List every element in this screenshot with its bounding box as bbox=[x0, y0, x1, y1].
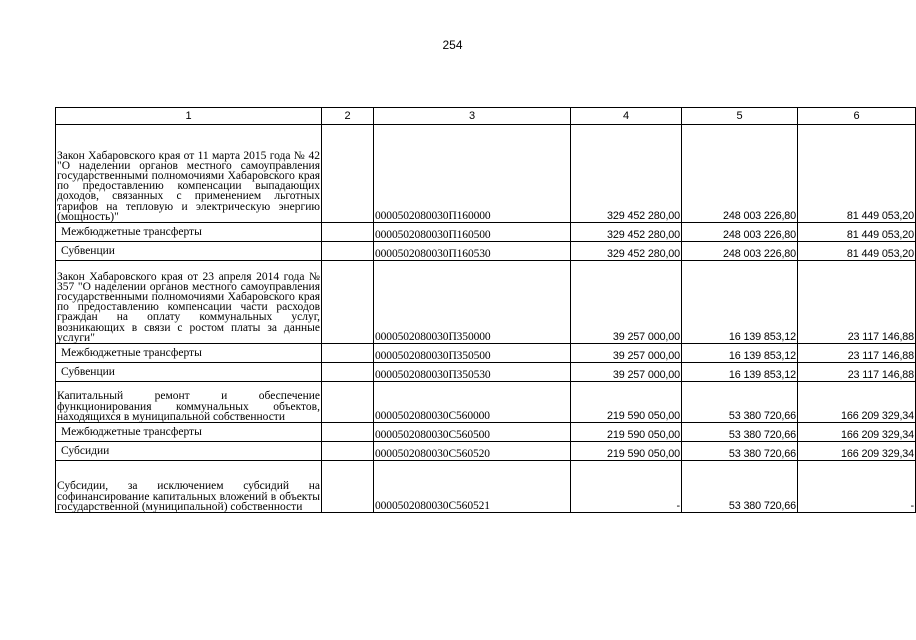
row-col2 bbox=[322, 242, 374, 261]
row-value-col4: 219 590 050,00 bbox=[571, 423, 682, 442]
row-value-col5: 53 380 720,66 bbox=[682, 442, 798, 461]
table-row bbox=[56, 363, 916, 382]
row-value-col6: 81 449 053,20 bbox=[798, 125, 916, 223]
row-value-col5: 248 003 226,80 bbox=[682, 242, 798, 261]
row-value-col5: 53 380 720,66 bbox=[682, 461, 798, 513]
row-value-col6: 166 209 329,34 bbox=[798, 423, 916, 442]
row-col2 bbox=[322, 344, 374, 363]
row-value-col5: 16 139 853,12 bbox=[682, 344, 798, 363]
row-value-col4: 329 452 280,00 bbox=[571, 125, 682, 223]
row-description: Субсидии bbox=[56, 442, 322, 461]
table-row bbox=[56, 242, 916, 261]
row-description: Капитальный ремонт и обеспечение функционирования коммунальных объектов, находящихся в муниципальной собственности bbox=[56, 382, 322, 423]
row-value-col4: 219 590 050,00 bbox=[571, 382, 682, 423]
row-value-col5: 53 380 720,66 bbox=[682, 382, 798, 423]
row-description: Межбюджетные трансферты bbox=[56, 223, 322, 242]
row-description: Межбюджетные трансферты bbox=[56, 423, 322, 442]
row-value-col6: 23 117 146,88 bbox=[798, 261, 916, 344]
row-description: Закон Хабаровского края от 11 марта 2015 года № 42 "О наделении органов местного самоуправления государственными полномочиями Хабаровского края по предоставлению компенсации выпадающих доходов, связанных с применением льготных тарифов на тепловую и электрическую энергию (мощность)" bbox=[56, 125, 322, 223]
row-value-col5: 53 380 720,66 bbox=[682, 423, 798, 442]
row-code: 0000502080030П350000 bbox=[374, 261, 571, 344]
column-header: 1 bbox=[56, 108, 322, 125]
row-value-col5: 16 139 853,12 bbox=[682, 363, 798, 382]
row-code: 0000502080030С560000 bbox=[374, 382, 571, 423]
table-row bbox=[56, 423, 916, 442]
row-description: Субсидии, за исключением субсидий на софинансирование капитальных вложений в объекты государственной (муниципальной) собственности bbox=[56, 461, 322, 513]
column-header: 4 bbox=[571, 108, 682, 125]
row-value-col5: 248 003 226,80 bbox=[682, 223, 798, 242]
row-code: 0000502080030П160530 bbox=[374, 242, 571, 261]
table-row bbox=[56, 261, 916, 344]
row-value-col6: 23 117 146,88 bbox=[798, 363, 916, 382]
row-code: 0000502080030П350530 bbox=[374, 363, 571, 382]
column-header: 5 bbox=[682, 108, 798, 125]
row-code: 0000502080030С560500 bbox=[374, 423, 571, 442]
budget-table bbox=[55, 107, 916, 513]
row-value-col6: 166 209 329,34 bbox=[798, 442, 916, 461]
row-description: Закон Хабаровского края от 23 апреля 2014 года № 357 "О наделении органов местного самоуправления государственными полномочиями Хабаровского края по предоставлению компенсации части расходов граждан на оплату коммунальных услуг, возникающих в связи с ростом платы за данные услуги" bbox=[56, 261, 322, 344]
row-value-col4: 329 452 280,00 bbox=[571, 223, 682, 242]
row-value-col4: 329 452 280,00 bbox=[571, 242, 682, 261]
row-value-col6: 81 449 053,20 bbox=[798, 223, 916, 242]
row-description: Субвенции bbox=[56, 242, 322, 261]
column-header: 3 bbox=[374, 108, 571, 125]
row-code: 0000502080030С560520 bbox=[374, 442, 571, 461]
row-value-col6: 166 209 329,34 bbox=[798, 382, 916, 423]
row-col2 bbox=[322, 423, 374, 442]
table-header-row bbox=[56, 108, 916, 125]
row-value-col5: 248 003 226,80 bbox=[682, 125, 798, 223]
table-row bbox=[56, 223, 916, 242]
row-code: 0000502080030П350500 bbox=[374, 344, 571, 363]
row-value-col4: 39 257 000,00 bbox=[571, 344, 682, 363]
row-col2 bbox=[322, 261, 374, 344]
row-col2 bbox=[322, 461, 374, 513]
row-col2 bbox=[322, 363, 374, 382]
row-description: Межбюджетные трансферты bbox=[56, 344, 322, 363]
row-value-col5: 16 139 853,12 bbox=[682, 261, 798, 344]
row-value-col4: 39 257 000,00 bbox=[571, 261, 682, 344]
column-header: 2 bbox=[322, 108, 374, 125]
column-header: 6 bbox=[798, 108, 916, 125]
row-col2 bbox=[322, 223, 374, 242]
table-row bbox=[56, 461, 916, 513]
table-row bbox=[56, 344, 916, 363]
row-code: 0000502080030С560521 bbox=[374, 461, 571, 513]
table-row bbox=[56, 442, 916, 461]
row-col2 bbox=[322, 125, 374, 223]
row-value-col4: - bbox=[571, 461, 682, 513]
row-code: 0000502080030П160000 bbox=[374, 125, 571, 223]
row-code: 0000502080030П160500 bbox=[374, 223, 571, 242]
row-value-col6: 23 117 146,88 bbox=[798, 344, 916, 363]
table-row bbox=[56, 125, 916, 223]
row-value-col6: - bbox=[798, 461, 916, 513]
row-value-col6: 81 449 053,20 bbox=[798, 242, 916, 261]
row-col2 bbox=[322, 382, 374, 423]
row-value-col4: 219 590 050,00 bbox=[571, 442, 682, 461]
row-col2 bbox=[322, 442, 374, 461]
row-value-col4: 39 257 000,00 bbox=[571, 363, 682, 382]
table-row bbox=[56, 382, 916, 423]
page-number: 254 bbox=[442, 38, 463, 52]
row-description: Субвенции bbox=[56, 363, 322, 382]
